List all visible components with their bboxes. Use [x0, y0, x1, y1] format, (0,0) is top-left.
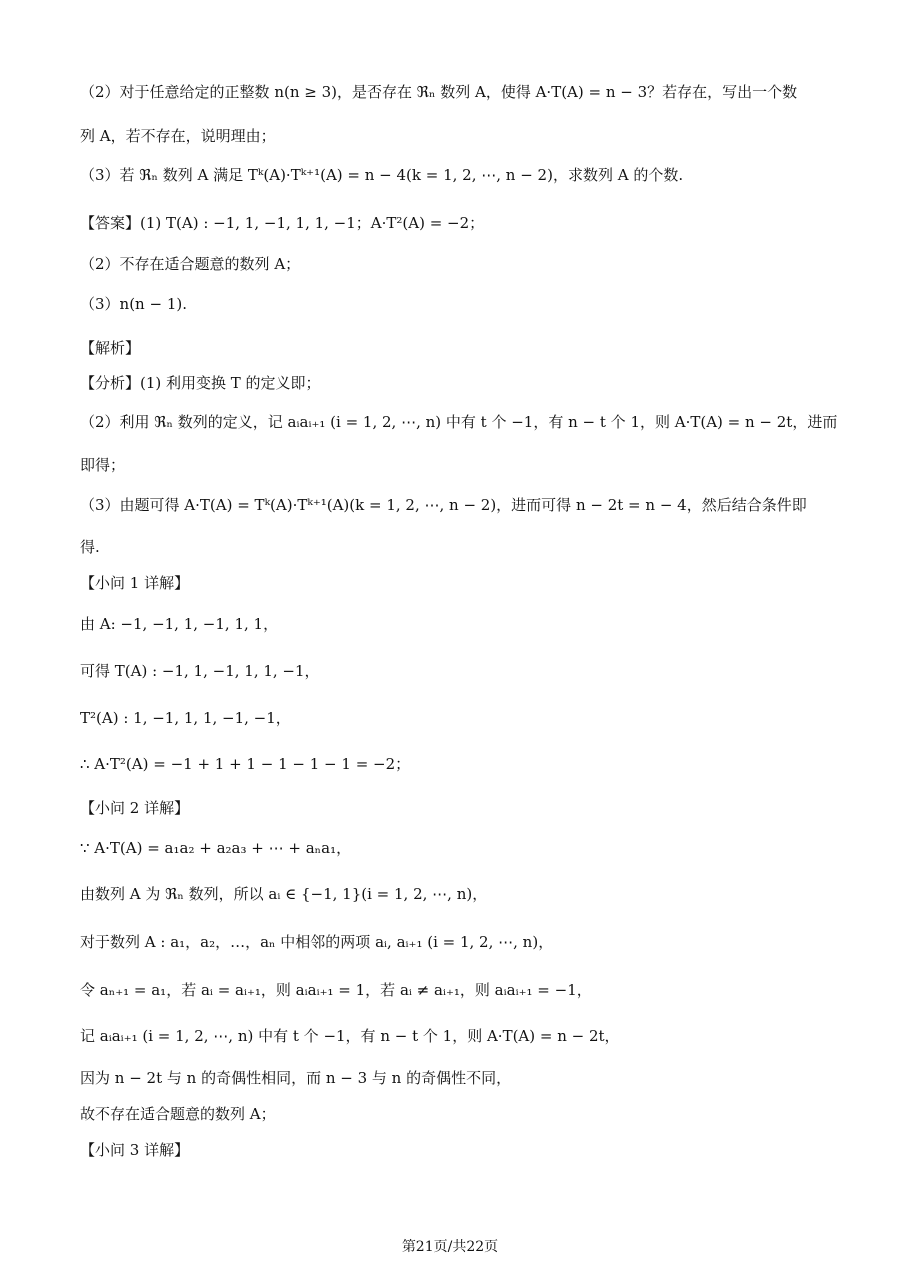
subquestion-2-heading: 【小问 2 详解】 — [80, 799, 190, 817]
subquestion-2-line-2: 由数列 A 为 ℜₙ 数列，所以 aᵢ ∈ {−1, 1}(i = 1, 2, ⋯, n)， — [80, 885, 488, 903]
subquestion-3-heading: 【小问 3 详解】 — [80, 1141, 190, 1159]
subquestion-1-line-3: T²(A) : 1, −1, 1, 1, −1, −1， — [80, 709, 291, 727]
subquestion-2-line-1: ∵ A·T(A) = a₁a₂ + a₂a₃ + ⋯ + aₙa₁， — [80, 839, 352, 857]
analysis-line-1: 【分析】(1) 利用变换 T 的定义即； — [80, 374, 321, 392]
page-number-footer: 第21页/共22页 — [401, 1239, 499, 1255]
subquestion-1-line-2: 可得 T(A) : −1, 1, −1, 1, 1, −1， — [80, 662, 320, 680]
analysis-heading: 【解析】 — [80, 339, 141, 357]
subquestion-1-line-4: ∴ A·T²(A) = −1 + 1 + 1 − 1 − 1 − 1 = −2； — [80, 755, 411, 773]
answer-line-3: （3）n(n − 1). — [80, 295, 187, 313]
answer-line-1: 【答案】(1) T(A) : −1, 1, −1, 1, 1, −1；A·T²(A) = −2； — [80, 214, 485, 232]
question-2-line-1: （2）对于任意给定的正整数 n(n ≥ 3)，是否存在 ℜₙ 数列 A，使得 A·T(A) = n − 3？若存在，写出一个数 — [80, 83, 798, 101]
question-3-line: （3）若 ℜₙ 数列 A 满足 Tᵏ(A)·Tᵏ⁺¹(A) = n − 4(k = 1, 2, ⋯, n − 2)，求数列 A 的个数. — [80, 166, 684, 184]
analysis-line-4: （3）由题可得 A·T(A) = Tᵏ(A)·Tᵏ⁺¹(A)(k = 1, 2, ⋯, n − 2)，进而可得 n − 2t = n − 4，然后结合条件即 — [80, 496, 807, 514]
analysis-line-5: 得. — [80, 538, 100, 556]
subquestion-1-line-1: 由 A: −1, −1, 1, −1, 1, 1， — [80, 615, 279, 633]
subquestion-2-line-3: 对于数列 A : a₁，a₂，…，aₙ 中相邻的两项 aᵢ, aᵢ₊₁ (i = 1, 2, ⋯, n)， — [80, 933, 554, 951]
question-2-line-2: 列 A，若不存在，说明理由； — [80, 127, 276, 145]
analysis-line-3: 即得； — [80, 456, 126, 474]
analysis-line-2: （2）利用 ℜₙ 数列的定义，记 aᵢaᵢ₊₁ (i = 1, 2, ⋯, n) 中有 t 个 −1，有 n − t 个 1，则 A·T(A) = n − 2t，进而 — [80, 413, 838, 431]
subquestion-2-line-4: 令 aₙ₊₁ = a₁，若 aᵢ = aᵢ₊₁，则 aᵢaᵢ₊₁ = 1，若 aᵢ ≠ aᵢ₊₁，则 aᵢaᵢ₊₁ = −1， — [80, 981, 592, 999]
subquestion-2-line-5: 记 aᵢaᵢ₊₁ (i = 1, 2, ⋯, n) 中有 t 个 −1，有 n − t 个 1，则 A·T(A) = n − 2t， — [80, 1027, 620, 1045]
subquestion-2-line-6: 因为 n − 2t 与 n 的奇偶性相同，而 n − 3 与 n 的奇偶性不同， — [80, 1069, 512, 1087]
subquestion-1-heading: 【小问 1 详解】 — [80, 574, 190, 592]
answer-line-2: （2）不存在适合题意的数列 A； — [80, 255, 301, 273]
subquestion-2-line-7: 故不存在适合题意的数列 A； — [80, 1105, 276, 1123]
